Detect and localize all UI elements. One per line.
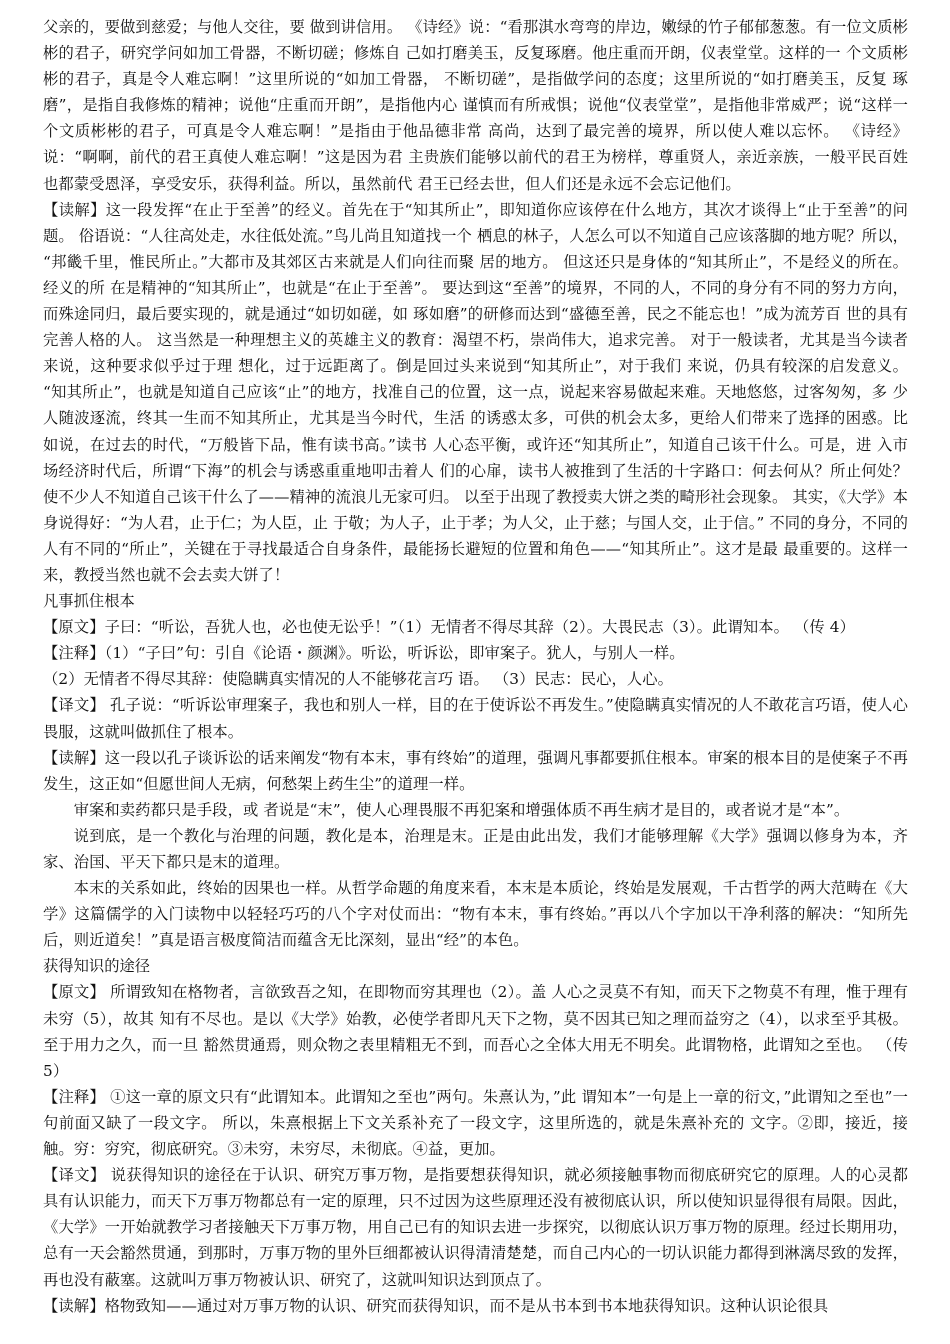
paragraph-commentary-continuation: 父亲的，要做到慈爱；与他人交往，要 做到讲信用。 《诗经》说：“看那淇水弯弯的岸边，嫩绿的竹子郁郁葱葱。有一位文质彬彬的君子，研究学问如加工骨器，不断切磋；修炼自 己如打磨美玉，反复琢磨。他庄重而开朗，仪表堂堂。这样的一 个文质彬彬的君子，真是令人难忘啊！”这里所说的“如加工骨器， 不断切磋”，是指做学问的态度；这里所说的“如打磨美玉，反复 琢磨”，是指自我修炼的精神；说他“庄重而开朗”，是指他内心 谨慎而有所戒惧；说他“仪表堂堂”，是指他非常威严；说“这样一个文质彬彬的君子，可真是令人难忘啊！”是指由于他品德非常 高尚，达到了最完善的境界，所以使人难以忘怀。 《诗经》说：“啊啊，前代的君王真使人难忘啊！”这是因为君 主贵族们能够以前代的君王为榜样，尊重贤人，亲近亲族，一般平民百姓也都蒙受恩泽，享受安乐，获得利益。所以，虽然前代 君王已经去世，但人们还是永远不会忘记他们。 — [43, 18, 908, 193]
paragraph-reading-philosophy: 本末的关系如此，终始的因果也一样。从哲学命题的角度来看，本末是本质论，终始是发展观，千古哲学的两大范畴在《大学》这篇儒学的入门读物中以轻轻巧巧的八个字对仗而出：“物有本末，事有终始。”再以八个字加以干净利落的解决：“知所先后，则近道矣！”真是语言极度简洁而蕴含无比深刻，显出“经”的本色。 — [43, 879, 908, 950]
paragraph-annotation-gewu: 【注释】 ①这一章的原文只有“此谓知本。此谓知之至也”两句。朱熹认为，”此 谓知本”一句是上一章的衍文，”此谓知之至也”一句前面又缺了一段文字。 所以，朱熹根据上下文关系补充了一段文字，这里所选的，就是朱熹补充的 文字。②即，接近，接触。穷：穷究，彻底研究。③未穷，未穷尽，未彻底。④益，更加。 — [43, 1087, 908, 1159]
paragraph-annotation: 【注释】（1）“子曰”句：引自《论语・颜渊》。听讼，听诉讼，即审案子。犹人，与别人一样。 — [43, 644, 685, 663]
paragraph-annotation-cont: （2）无情者不得尽其辞：使隐瞒真实情况的人不能够花言巧 语。 （3）民志：民心，人心。 — [43, 670, 674, 689]
paragraph-reading-gewu: 【读解】格物致知——通过对万事万物的认识、研究而获得知识，而不是从书本到书本地获得知识。这种认识论很具 — [43, 1296, 829, 1315]
paragraph-translation: 【译文】 孔子说：“听诉讼审理案子，我也和别人一样，目的在于使诉讼不再发生。”使隐瞒真实情况的人不敢花言巧语，使人心畏服，这就叫做抓住了根本。 — [43, 696, 908, 741]
paragraph-reading-education: 说到底，是一个教化与治理的问题，教化是本，治理是末。正是由此出发，我们才能够理解《大学》强调以修身为本，齐家、治国、平天下都只是末的道理。 — [43, 826, 908, 871]
paragraph-reading-means: 审案和卖药都只是手段，或 者说是“末”，使人心理畏服不再犯案和增强体质不再生病才是目的，或者说才是“本”。 — [73, 800, 850, 819]
paragraph-original-gewu: 【原文】 所谓致知在格物者，言欲致吾之知，在即物而穷其理也（2）。盖 人心之灵莫不有知，而天下之物莫不有理，惟于理有未穷（5），故其 知有不尽也。是以《大学》始教，必使学者即凡天下之物，莫不因其已知之理而益穷之（4），以求至乎其极。至于用力之久，而一旦 豁然贯通焉，则众物之表里精粗无不到，而吾心之全体大用无不明矣。此谓物格，此谓知之至也。 （传 5） — [43, 983, 908, 1080]
paragraph-translation-gewu: 【译文】 说获得知识的途径在于认识、研究万事万物，是指要想获得知识，就必须接触事物而彻底研究它的原理。人的心灵都具有认识能力，而天下万事万物都总有一定的原理，只不过因为这些原理还没有被彻底认识，所以使知识显得很有局限。因此，《大学》一开始就教学习者接触天下万事万物，用自己已有的知识去进一步探究，以彻底认识万事万物的原理。经过长期用功，总有一天会豁然贯通，到那时，万事万物的里外巨细都被认识得清清楚楚，而自己内心的一切认识能力都得到淋漓尽致的发挥，再也没有蔽塞。这就叫万事万物被认识、研究了，这就叫知识达到顶点了。 — [43, 1166, 908, 1289]
section-heading-knowledge: 获得知识的途径 — [43, 957, 151, 976]
paragraph-reading-benmo: 【读解】这一段以孔子谈诉讼的话来阐发“物有本末，事有终始”的道理，强调凡事都要抓住根本。审案的根本目的是使案子不再发生，这正如“但愿世间人无病，何愁架上药生尘”的道理一样。 — [43, 748, 908, 793]
paragraph-original-text: 【原文】子曰：“听讼，吾犹人也，必也使无讼乎！”（1）无情者不得尽其辞（2）。大畏民志（3）。此谓知本。 （传 4） — [43, 618, 855, 637]
paragraph-reading-zhiqisuozhi: 【读解】这一段发挥“在止于至善”的经义。首先在于“知其所止”，即知道你应该停在什么地方，其次才谈得上“止于至善”的问题。 俗语说：“人往高处走，水往低处流。”鸟儿尚且知道找一个 栖息的林子，人怎么可以不知道自己应该落脚的地方呢？所以， “邦畿千里，惟民所止。”大都市及其郊区古来就是人们向往而聚 居的地方。 但这还只是身体的“知其所止”，不是经义的所在。经义的所 在是精神的“知其所止”，也就是“在止于至善”。 要达到这“至善”的境界，不同的人，不同的身分有不同的努力方向，而殊途同归，最后要实现的，就是通过“如切如磋，如 琢如磨”的研修而达到“盛德至善，民之不能忘也！”成为流芳百 世的具有完善人格的人。 这当然是一种理想主义的英雄主义的教育：渴望不朽，崇尚伟大，追求完善。 对于一般读者，尤其是当今读者来说，这种要求似乎过于理 想化，过于远距离了。倒是回过头来说到“知其所止”，对于我们 来说，仍具有较深的启发意义。 “知其所止”，也就是知道自己应该“止”的地方，找准自己的位置，这一点，说起来容易做起来难。天地悠悠，过客匆匆，多 少人随波逐流，终其一生而不知其所止，尤其是当今时代，生活 的诱惑太多，可供的机会太多，更给人们带来了选择的困惑。比如说，在过去的时代，“万般皆下品，惟有读书高。”读书 人心态平衡，或许还“知其所止”，知道自己该干什么。可是，进 入市场经济时代后，所谓“下海”的机会与诱惑重重地叩击着人 们的心扉，读书人被推到了生活的十字路口：何去何从？所止何处？使不少人不知道自己该干什么了——精神的流浪儿无家可归。 以至于出现了教授卖大饼之类的畸形社会现象。 其实，《大学》本身说得好：“为人君，止于仁；为人臣，止 于敬；为人子，止于孝；为人父，止于慈；与国人交，止于信。” 不同的身分，不同的人有不同的“所止”，关键在于寻找最适合自身条件，最能扬长避短的位置和角色——“知其所止”。这才是最 最重要的。这样一来，教授当然也就不会去卖大饼了！ — [43, 200, 908, 584]
section-heading-root: 凡事抓住根本 — [43, 592, 135, 611]
